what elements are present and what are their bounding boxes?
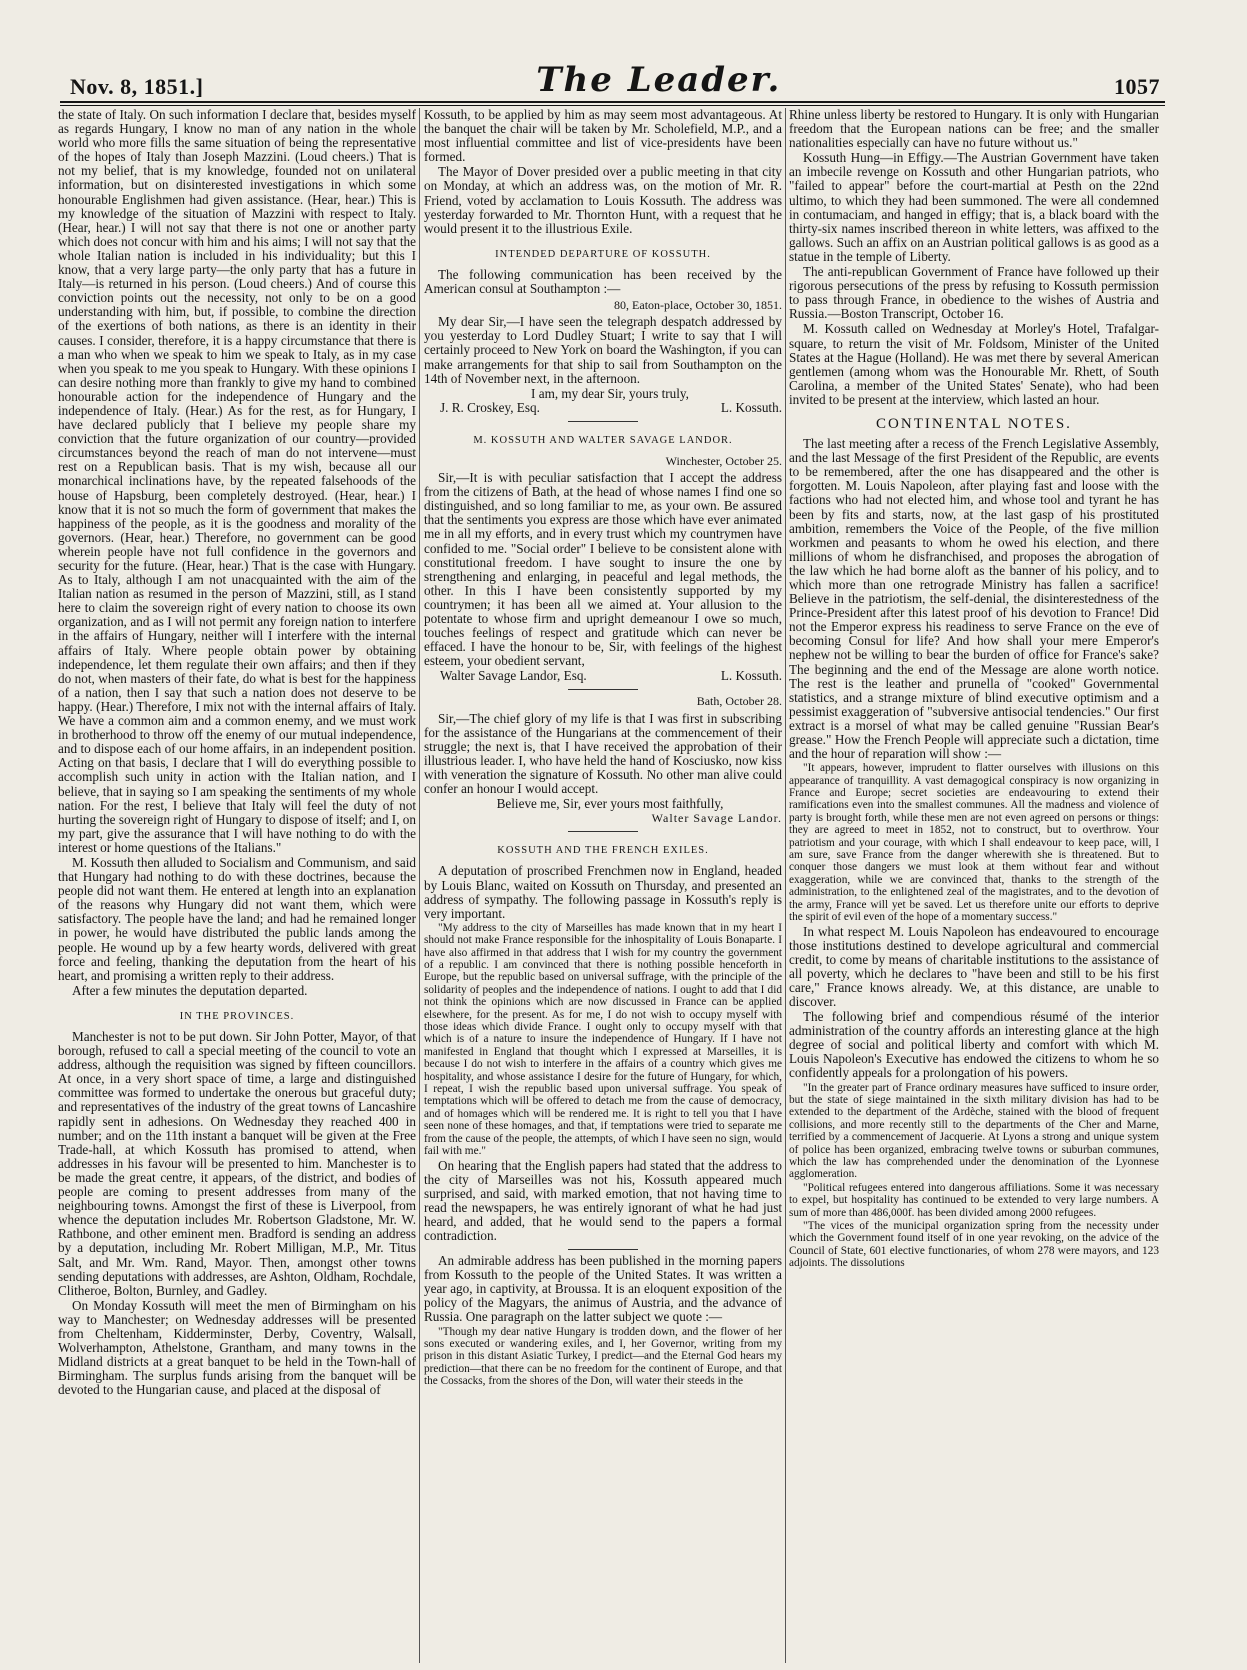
letter-dateline: Bath, October 28. [696,694,782,709]
message-quote-2: "In the greater part of France ordinary measures have sufficed to insure order, but the state of siege maintained in the sixth military division has had to be extended to the department of the Ardèche, stained with the blood of frequent collisions, and more recently still to the departments of the Cher and Marne, terrified by a commencement of Jacquerie. At Lyons a strong and unique system of police has been organized, embracing twelve towns or suburban communes, which the law has comprehended under the denomination of the Lyonnese agglomeration. [789,1081,1159,1181]
deputation-departed: After a few minutes the deputation departed. [72,982,308,998]
page-number: 1057 [1114,74,1160,99]
separator [568,831,638,832]
letter-dateline: Winchester, October 25. [665,453,782,468]
section-heading-continental: CONTINENTAL NOTES. [876,415,1072,432]
letter-dateline: 80, Eaton-place, October 30, 1851. [614,298,782,313]
section-heading-landor: M. KOSSUTH AND WALTER SAVAGE LANDOR. [473,434,733,446]
column-divider [785,108,786,1663]
message-quote-1: "It appears, however, imprudent to flatter ourselves with illusions on this appearance of tranquillity. A vast demagogical conspiracy is now organizing in France and Europe; secret societies are endeavouring to extend their ramifications even into the smallest communes. All the madness and violence of party is brought forth, while these men are not even agreed on persons or things: they are agreed to meet in 1852, not to construct, but to overthrow. Your patriotism and your courage, with which I shall endeavour to keep pace, will, I am sure, save France from the danger wherewith she is threatened. But to conquer those dangers we must look at them without fear and without exaggeration, while we are convinced that, thanks to the strength of the administration, to the enlightened zeal of the magistrates, and to the devotion of the army, France will yet be saved. Let us therefore unite our efforts to deprive the spirit of evil even of the hope of a momentary success." [789,762,1159,924]
quote-continuation: Rhine unless liberty be restored to Hungary. It is only with Hungarian freedom that the European nations can be free; and the smaller nationalities especially can have no future without us." [789,108,1159,151]
letter-to-landor: Sir,—It is with peculiar satisfaction that I accept the address from the citizens of Bath, at the head of whose names I find one so distinguished, and so long familiar to me, as your own. Be assured that the sentiments you express are those which have ever animated me in all my efforts, and in every trust which my countrymen have confided to me. "Social order" I believe to be consistent alone with constitutional freedom. I have sought to insure the one by strengthening and enlarging, in peaceful and legal methods, the other. In this I have been consistently supported by my countrymen; it has been all we aimed at. Your allusion to the potentate to whose firm and upright demeanour I owe so much, touches feelings of respect and gratitude which can never be effaced. I have the honour to be, Sir, with feelings of the highest esteem, your obedient servant, [424,470,782,669]
manchester-paragraph: Manchester is not to be put down. Sir John Potter, Mayor, of that borough, refused to call a special meeting of the council to vote an address, although the requisition was signed by fifteen councillors. At once, in a very short space of time, a large and distinguished committee was formed to undertake the onerous but graceful duty; and representatives of the industry of the great towns of Lancashire rapidly sent in adhesions. On Wednesday they reached 400 in number; and on the 11th instant a banquet will be given at the Free Trade-hall, at which Kossuth has promised to attend, when addresses in his favour will be presented to him. Manchester is to be made the great centre, it appears, of the district, and bodies of people are coming to present addresses from many of the neighbouring towns. Amongst the first of these is Liverpool, from whence the deputation includes Mr. Robertson Gladstone, Mr. W. Rathbone, and other eminent men. Bradford is sending an address by a deputation, including Mr. Robert Milligan, M.P., Mr. Titus Salt, and Mr. Wm. Rand, Mayor. Then, amongst other towns sending deputations with addresses, are Ashton, Oldham, Rochdale, Clitheroe, Bolton, Burnley, and Gadley. [58,1029,416,1298]
letter-addressee: Walter Savage Landor, Esq. [440,668,587,684]
us-address-paragraph: An admirable address has been published in the morning papers from Kossuth to the people of the United States. It was written a year ago, in captivity, at Broussa. It is an eloquent exposition of the policy of the Magyars, the animus of Austria, and the advance of Russia. One paragraph on the latter subject we quote :— [424,1253,782,1325]
socialism-paragraph: M. Kossuth then alluded to Socialism and Communism, and said that Hungary had nothing to do with these doctrines, because the people did not want them. He entered at length into an explanation of the reasons why Hungary did not want them, which were satisfactory. The people have the land; and had he remained longer in power, he would have distributed the public lands among the people. He wound up by a few hearty words, delivered with great force and feeling, thanking the deputation from the heart of his heart, and promising a written reply to their address. [58,854,416,983]
letter-croskey: My dear Sir,—I have seen the telegraph despatch addressed by you yesterday to Lord Dudley Stuart; I write to say that I will certainly proceed to New York on board the Washington, if you can make arrangements for that ship to sail from Southampton on the 14th of November next, in the afternoon. [424,314,782,386]
section-heading-provinces: IN THE PROVINCES. [179,1010,295,1022]
message-quote-4: "The vices of the municipal organization spring from the necessity under which the Government found itself of in one year revoking, on the advice of the Council of State, 601 elective functionaries, of whom 278 were mayors, and 123 adjoints. The dissolutions [789,1220,1159,1270]
letter-signature-block [424,401,782,415]
letter-closing: I am, my dear Sir, yours truly, [531,385,689,401]
us-address-quote: "Though my dear native Hungary is trodden down, and the flower of her sons executed or wandering exiles, and I, her Governor, writing from my prison in this distant Asiatic Turkey, I predict—and the Eternal God hears my prediction—that there can be no freedom for the continent of Europe, and that the Cossacks, from the shores of the Don, will water their steeds in the [424,1325,782,1388]
continental-paragraph-3: The following brief and compendious résumé of the interior administration of the country affords an interesting glance at the high degree of social and political liberty and comfort with which M. Louis Napoleon's Executive has endowed the citizens to whom he so confidently appeals for a prolongation of his powers. [789,1009,1159,1081]
letter-closing: Believe me, Sir, ever yours most faithfully, [496,796,724,812]
newspaper-title: The Leader. [536,60,782,100]
kossuth-reply-quote: "My address to the city of Marseilles has made known that in my heart I should not make France responsible for the inhospitality of Louis Bonaparte. I have also affirmed in that address that I wish for my country the government of a republic. I am convinced that there is nothing possible henceforth in Europe, but the republic based on universal suffrage, with the principle of the solidarity of peoples and the independence of nations. I ought to add that I did not think the opinions which are now discussed in France can be applied elsewhere, for the present. As for me, I do not wish to occupy myself with those ideas which divide France. I ought only to occupy myself with that which is of a nature to insure the independence of Hungary. If I have not manifested in England that thought which I expressed at Marseilles, it is because I do not wish to interfere in the affairs of a country which gives me hospitality, and whose assistance I desire for the future of Hungary, for which, I repeat, I wish the republic based upon universal suffrage. You speak of temptations which will be offered to detach me from the cause of democracy, and of homages which will be rendered me. It is right to tell you that I have seen none of these homages, and that, if temptations were tried to separate me from the cause of the people, the attempts, of which I have seen no sign, would fail with me." [424,921,782,1158]
dover-paragraph: The Mayor of Dover presided over a public meeting in that city on Monday, at which an address was, on the motion of Mr. R. Friend, voted by acclamation to Louis Kossuth. The address was yesterday forwarded to Mr. Thornton Hunt, with a request that he would present it to the illustrious Exile. [424,164,782,236]
letter-from-landor: Sir,—The chief glory of my life is that I was first in subscribing for the assistance of the Hungarians at the commencement of their struggle; the next is, that I have received the approbation of their illustrious leader. I, who have held the hand of Kosciusko, now kiss with veneration the signature of Kossuth. No other man alive could confer an honour I would accept. [424,710,782,797]
separator [568,1249,638,1250]
message-quote-3: "Political refugees entered into dangerous affiliations. Some it was necessary to expel, but hospitality has continued to be extended to very large numbers. A sum of more than 486,000f. has been divided among 2000 refugees. [789,1181,1159,1219]
letter-signature-block [424,669,782,683]
column-2 [424,108,782,1663]
separator [568,689,638,690]
birmingham-paragraph: On Monday Kossuth will meet the men of Birmingham on his way to Manchester; on Wednesday addresses will be presented from Cheltenham, Kidderminster, Derby, Coventry, Walsall, Wolverhampton, Athelstone, Grantham, and many towns in the Midland districts at a great banquet to be held in the Town-hall of Birmingham. The surplus funds arising from the banquet will be devoted to the Hungarian cause, and placed at the disposal of [58,1297,416,1398]
continental-paragraph-1: The last meeting after a recess of the French Legislative Assembly, and the last Message of the first President of the Republic, are events to be remembered, after the one has disappeared and the other is forgotten. M. Louis Napoleon, after playing fast and loose with the factions who had not elected him, and whose tool and tyrant he has been by fits and starts, now, at the last gasp of his prostituted ambition, remembers the Voice of the People, of the five million workmen and peasants to whom he owed his election, and there millions of whom he disfranchised, and proposes the abrogation of the law which he had borne aloft as the banner of his policy, and to which more than one retrograde Ministry has fallen a sacrifice! Believe in the patriotism, the self-denial, the disinterestedness of the Prince-President after this latest proof of his devotion to France! Did not the Emperor express his readiness to serve France on the eve of becoming Consul for life? And how shall your mere Emperor's nephew not be willing to bear the burden of office for France's sake? The beginning and the end of the Message are alone worth notice. The rest is the leather and prunella of "cooked" Governmental statistics, and a strange mixture of blind executive optimism and a pessimist exaggeration of "subversive antisocial tendencies." Our first extract is a morsel of what may be called genuine "Russian Bear's grease." How the French People will appreciate such a dictation, time and the hour of reparation will show :— [789,436,1159,762]
french-exiles-intro: A deputation of proscribed Frenchmen now in England, headed by Louis Blanc, waited on Kossuth on Thursday, and presented an address of sympathy. The following passage in Kossuth's reply is very important. [424,863,782,921]
banquet-paragraph: Kossuth, to be applied by him as may seem most advantageous. At the banquet the chair will be taken by Mr. Scholefield, M.P., and a most influential committee and list of vice-presidents have been formed. [424,108,782,165]
letter-signature: L. Kossuth. [720,668,782,684]
issue-date: Nov. 8, 1851.] [70,74,204,99]
consul-intro: The following communication has been received by the American consul at Southampton :— [424,266,782,297]
continental-paragraph-2: In what respect M. Louis Napoleon has endeavoured to encourage those institutions destined to develope agricultural and commercial credit, to come by means of charitable institutions to the assistance of all poverty, which he declares to "have been and still to be his first care," France knows already. We, at this distance, are unable to discover. [789,923,1159,1009]
column-1 [58,108,416,1663]
section-heading-french-exiles: KOSSUTH AND THE FRENCH EXILES. [497,845,709,857]
effigy-paragraph: Kossuth Hung—in Effigy.—The Austrian Government have taken an imbecile revenge on Kossuth and other Hungarian patriots, who "failed to appear" before the court-martial at Pesth on the 22nd ultimo, to which they had been summoned. The were all condemned in contumaciam, and hanged in effigy; that is, a black board with the thirty-six names inscribed thereon in white letters, was affixed to the gallows. Such an affix on an Austrian political gallows is as good as a statue in the temple of Liberty. [789,150,1159,264]
column-divider [419,108,420,1663]
column-3 [789,108,1159,1663]
france-refusal-paragraph: The anti-republican Government of France have followed up their rigorous persecutions of the press by refusing to Kossuth permission to pass through France, in obedience to the wishes of Austria and Russia.—Boston Transcript, October 16. [789,264,1159,322]
section-heading-departure: INTENDED DEPARTURE OF KOSSUTH. [495,248,711,260]
marseilles-paragraph: On hearing that the English papers had stated that the address to the city of Marseilles was not his, Kossuth appeared much surprised, and said, with marked emotion, that not having time to read the newspapers, he was entirely ignorant of what he had just heard, and added, that he would send to the papers a formal contradiction. [424,1157,782,1243]
masthead-rule-thin [60,105,1165,106]
masthead [70,60,1160,100]
letter-signature: Walter Savage Landor. [651,811,782,826]
masthead-rule [60,101,1165,103]
letter-signature: L. Kossuth. [720,399,782,415]
letter-addressee: J. R. Croskey, Esq. [440,399,540,415]
kossuth-speech-italy: the state of Italy. On such information I declare that, besides myself as regards Hungary, I know no man of any nation in the whole world who more fills the same situation of being the representative of the hopes of Italy than Joseph Mazzini. (Loud cheers.) That is not my belief, that is my knowledge, founded not on unilateral information, but on disinterested investigations in which some honourable Englishmen had given assistance. (Hear, hear.) This is my knowledge of the situation of Mazzini with respect to Italy. (Hear, hear.) I will not say that there is not one or another party which does not concur with him and his aims; I will not say that the whole Italian nation is included in his individuality; but this I know, that a very large party—the only party that has a future in Italy—is returned in his person. (Loud cheers.) And of course this conviction points out the necessity, not only to be on a good understanding with him, but, if possible, to combine the direction of the exertions of both nations, as there is an identity in their causes. I consider, therefore, it is a happy circumstance that there is a man who when we speak to him we speak to Italy, as in my case when you speak to me you speak to Hungary. With these opinions I can desire nothing more than frankly to give my hand to combined honourable action for the independence of Hungary and the independence of Italy. (Hear.) As for the rest, as for Hungary, I have declared publicly that I believe my people share my conviction that the future organization of our country—provided circumstances beyond the reach of man do not intervene—must rest on a Republican basis. That is my wish, because all our monarchical inclinations have, by the repeated falsehoods of the house of Hapsburg, been completely destroyed. (Hear, hear.) I know that it is not so much the form of government that makes the happiness of the people, as it is the goodness and morality of the governors. (Hear, hear.) Therefore, no government can be good wherein people have not full confidence in the governors and security for the future. (Hear, hear.) That is the case with Hungary. As to Italy, although I am not unacquainted with the aim of the Italian nation as resumed in the person of Mazzini, still, as I stand here to claim the sovereign right of every nation to choose its own organization, and as I will not permit any foreign nation to interfere in the affairs of Hungary, neither will I interfere with the internal affairs of Italy. Where people obtain power by obtaining independence, let them regulate their own affairs; and then if they do not, when masters of their fate, do what is best for the happiness of a nation, then I say that such a nation does not deserve to be happy. (Hear.) Therefore, I mix not with the internal affairs of Italy. We have a common aim and a common enemy, and we must work in brotherhood to throw off the enemy of our mutual independence, and to dispose each of our home affairs, in an independent position. Acting on that basis, I declare that I will do everything possible to accomplish such unity in action with the Italian nation, and I believe, that in saying so I am speaking the sentiments of my whole nation. For the rest, I believe that Italy will feel the duty of not hurting the sovereign right of Hungary to dispose of itself; and I, on my part, give the assurance that I will have nothing to do with the interest or home questions of the Italians." [58,108,416,855]
separator [568,421,638,422]
morleys-hotel-paragraph: M. Kossuth called on Wednesday at Morley's Hotel, Trafalgar-square, to return the visit of Mr. Foldsom, Minister of the United States at the Hague (Holland). He was met there by several American gentlemen (among whom was the Honourable Mr. Rhett, of South Carolina, a member of the United States' Senate), who had been invited to be present at the interview, which lasted an hour. [789,321,1159,407]
